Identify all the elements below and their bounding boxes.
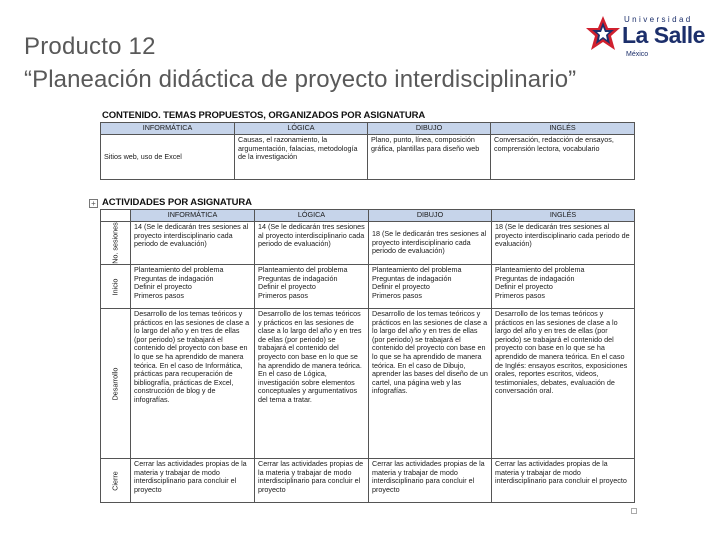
table-row — [101, 309, 635, 459]
activity-cell: Planteamiento del problema Preguntas de indagación Definir el proyecto Primeros pasos — [131, 265, 255, 309]
activity-cell: Desarrollo de los temas teóricos y prácticos en las sesiones de clase a lo largo del año y en tres de ellas (por periodo) se trabajará el contenido del proyecto con base en lo que se ha aprendido de manera teórica. En el caso de Lógica, investigación sobre elementos conceptuales y argumentativos del tema a tratar. — [255, 309, 369, 459]
activity-cell: Cerrar las actividades propias de la materia y trabajar de modo interdisciplinario para concluir el proyecto — [255, 459, 369, 503]
actividades-title: ACTIVIDADES POR ASIGNATURA — [102, 197, 252, 208]
contenido-header-dibujo: DIBUJO — [368, 123, 491, 135]
slide-title: Producto 12 — [24, 33, 156, 60]
activity-cell: Planteamiento del problema Preguntas de indagación Definir el proyecto Primeros pasos — [369, 265, 492, 309]
row-label: No. sesiones — [110, 222, 120, 264]
logo-university-label: Universidad — [624, 15, 693, 24]
contenido-cell-dibujo: Plano, punto, línea, composición gráfica, plantillas para diseño web — [368, 135, 491, 180]
contenido-cell-ingles: Conversación, redacción de ensayos, comprensión lectora, vocabulario — [491, 135, 635, 180]
logo-country: México — [626, 51, 649, 58]
actividades-header-informatica: INFORMÁTICA — [131, 210, 255, 222]
contenido-header-ingles: INGLÉS — [491, 123, 635, 135]
row-label-cell — [101, 309, 131, 459]
contenido-cell-informatica: Sitios web, uso de Excel — [101, 135, 235, 180]
activity-cell: Planteamiento del problema Preguntas de indagación Definir el proyecto Primeros pasos — [492, 265, 635, 309]
table-row — [101, 222, 635, 265]
activity-cell: Desarrollo de los temas teóricos y prácticos en las sesiones de clase a lo largo del año y en tres de ellas (por periodo) se trabajará el contenido del proyecto con base en lo que se ha aprendido de manera teórica. En el caso de Dibujo, aprender las bases del diseño de un cartel, una página web y las infografías. — [369, 309, 492, 459]
slide-subtitle: “Planeación didáctica de proyecto interdisciplinario” — [24, 66, 577, 93]
row-label-cell — [101, 222, 131, 265]
actividades-header-dibujo: DIBUJO — [369, 210, 492, 222]
row-label-cell — [101, 265, 131, 309]
activity-cell: Cerrar las actividades propias de la materia y trabajar de modo interdisciplinario para concluir el proyecto — [131, 459, 255, 503]
actividades-table — [100, 209, 635, 503]
row-label-cell — [101, 459, 131, 503]
table-row — [101, 459, 635, 503]
activity-cell: 14 (Se le dedicarán tres sesiones al proyecto interdisciplinario cada periodo de evaluación) — [131, 222, 255, 265]
actividades-header-ingles: INGLÉS — [492, 210, 635, 222]
la-salle-logo — [584, 12, 714, 56]
row-label: Desarrollo — [110, 367, 120, 400]
star-emblem-icon — [584, 14, 622, 54]
activity-cell: Cerrar las actividades propias de la materia y trabajar de modo interdisciplinario para concluir el proyecto — [492, 459, 635, 503]
activity-cell: Planteamiento del problema Preguntas de indagación Definir el proyecto Primeros pasos — [255, 265, 369, 309]
activity-cell: Cerrar las actividades propias de la materia y trabajar de modo interdisciplinario para concluir el proyecto — [369, 459, 492, 503]
logo-name: La Salle — [622, 22, 705, 48]
activity-cell: Desarrollo de los temas teóricos y prácticos en las sesiones de clase a lo largo del año y en tres de ellas (por periodo) se trabajará el contenido del proyecto con base en lo que se ha aprendido de manera teórica. En el caso de Inglés: ensayos escritos, exposiciones orales, reportes escritos, videos, testimoniales, debates, evaluación de conversación oral. — [492, 309, 635, 459]
table-row — [101, 265, 635, 309]
row-label: Inicio — [110, 278, 120, 295]
contenido-cell-logica: Causas, el razonamiento, la argumentación, falacias, metodología de la investigación — [235, 135, 368, 180]
contenido-title: CONTENIDO. TEMAS PROPUESTOS, ORGANIZADOS POR ASIGNATURA — [102, 110, 426, 121]
activity-cell: 18 (Se le dedicarán tres sesiones al proyecto interdisciplinario cada periodo de evaluación) — [369, 222, 492, 265]
collapse-toggle-icon[interactable]: + — [89, 199, 98, 208]
activity-cell: Desarrollo de los temas teóricos y prácticos en las sesiones de clase a lo largo del año y en tres de ellas (por periodo) se trabajará el contenido del proyecto con base en lo que se ha aprendido de manera teórica. En el caso de Informática, prácticas para recuperación de bibliografía, prácticas de Excel, construcción de blog y de infografías. — [131, 309, 255, 459]
row-label: Cierre — [110, 470, 120, 491]
actividades-header-logica: LÓGICA — [255, 210, 369, 222]
contenido-table — [100, 122, 635, 180]
contenido-header-logica: LÓGICA — [235, 123, 368, 135]
activity-cell: 14 (Se le dedicarán tres sesiones al proyecto interdisciplinario cada periodo de evaluación) — [255, 222, 369, 265]
contenido-header-informatica: INFORMÁTICA — [101, 123, 235, 135]
activity-cell: 18 (Se le dedicarán tres sesiones al proyecto interdisciplinario cada periodo de evaluación) — [492, 222, 635, 265]
actividades-corner-cell — [101, 210, 131, 222]
resize-handle[interactable] — [631, 508, 637, 514]
